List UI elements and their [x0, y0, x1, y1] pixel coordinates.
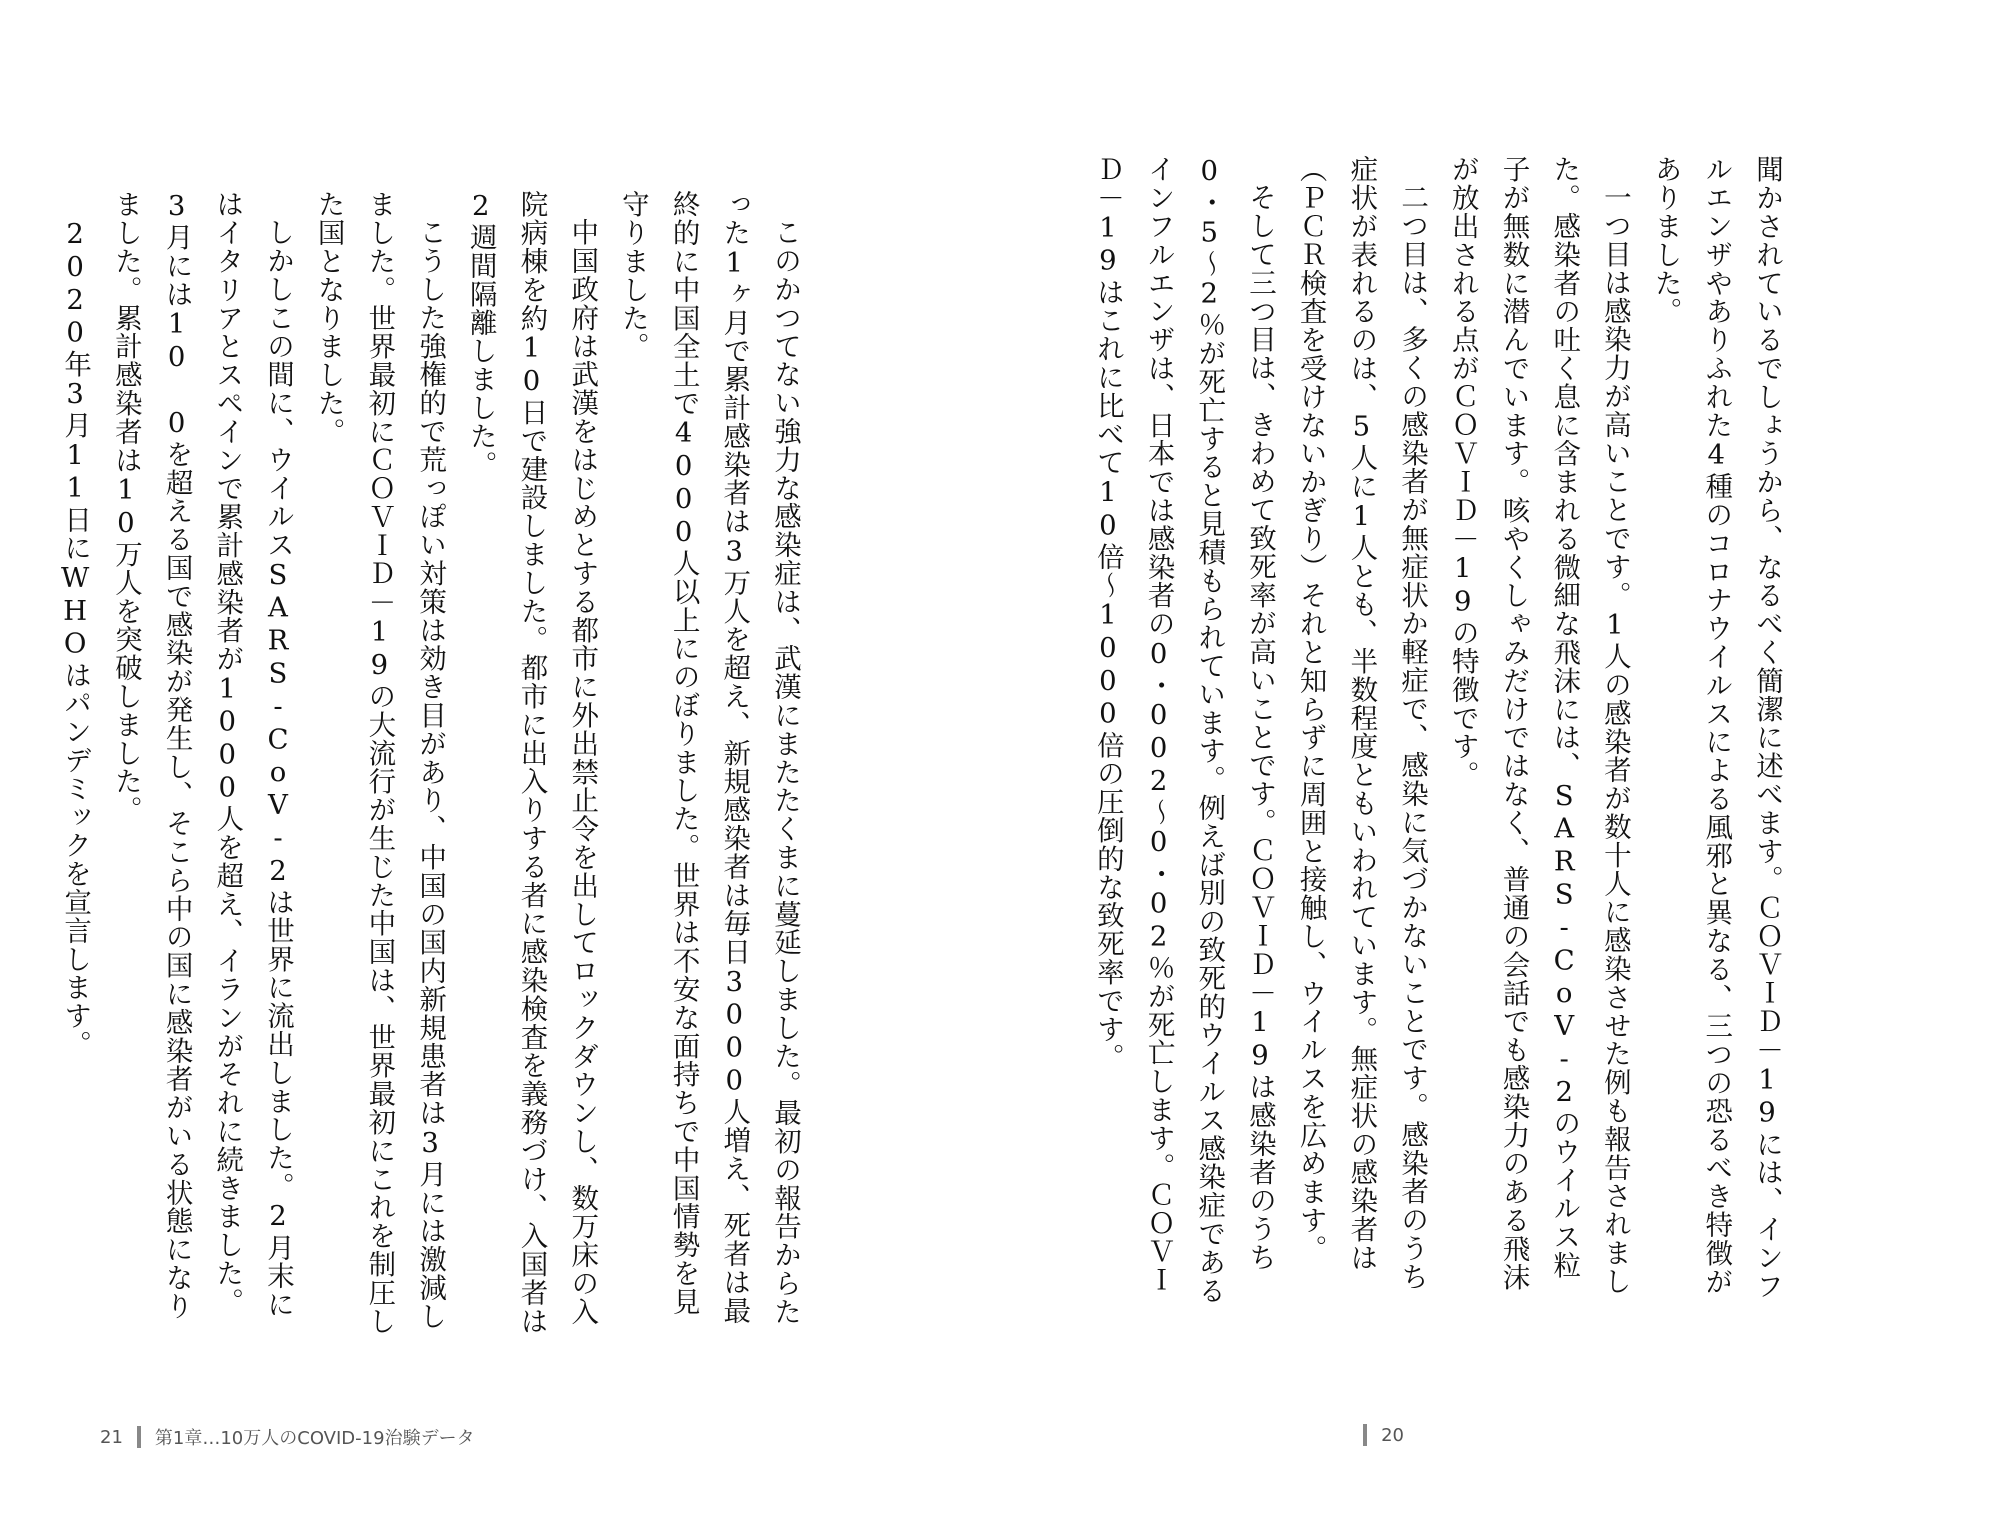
paragraph: しかしこの間に、ウイルスSARS-CoV-2は世界に流出しました。2月末にはイタリアとスペインで累計感染者が1000人を超え、イランがそれに続きました。3月には10 0を超える国で感染が発生し、そこら中の国に感染者がいる状態になりました。累計感染者は10万人を突破しました。	[109, 190, 294, 1321]
left-page-footer	[100, 1424, 475, 1450]
paragraph: 一つ目は感染力が高いことです。1人の感染者が数十人に感染させた例も報告されました。感染者の吐く息に含まれる微細な飛沫には、SARS-CoV-2のウイルス粒子が無数に潜んでいます。咳やくしゃみだけではなく、普通の会話でも感染力のある飛沫が放出される点がＣＯＶＩＤ－19の特徴です。	[1446, 155, 1631, 1295]
paragraph: そして三つ目は、きわめて致死率が高いことです。ＣＯＶＩＤ－19は感染者のうち0・5～2％が死亡すると見積もられています。例えば別の致死的ウイルス感染症であるインフルエンザは、日本では感染者の0・002～0・02％が死亡します。ＣＯＶＩＤ－19はこれに比べて10倍～1000倍の圧倒的な致死率です。	[1091, 155, 1276, 1305]
left-page-body	[49, 190, 810, 1340]
right-page	[1000, 0, 2000, 1534]
running-head: 第1章…10万人のCOVID-19治験データ	[154, 1428, 475, 1449]
paragraph: 2020年3月11日にWHOはパンデミックを宣言します。	[59, 217, 92, 1058]
page-number: 20	[1381, 1424, 1404, 1446]
paragraph: 聞かされているでしょうから、なるべく簡潔に述べます。ＣＯＶＩＤ－19には、インフルエンザやありふれた4種のコロナウイルスによる風邪と異なる、三つの恐るべき特徴がありました。	[1649, 155, 1783, 1300]
paragraph: 中国政府は武漢をはじめとする都市に外出禁止令を出してロックダウンし、数万床の入院病棟を約10日で建設しました。都市に出入りする者に感染検査を義務づけ、入国者は2週間隔離しました。	[464, 190, 599, 1335]
paragraph: こうした強権的で荒っぽい対策は効き目があり、中国の国内新規患者は3月には激減しました。世界最初にＣＯＶＩＤ－19の大流行が生じた中国は、世界最初にこれを制圧した国となりました。	[312, 190, 447, 1335]
paragraph: 二つ目は、多くの感染者が無症状か軽症で、感染に気づかないことです。感染者のうち症状が表れるのは、5人に1人とも、半数程度ともいわれています。無症状の感染者は（ＰＣＲ検査を受けないかぎり）それと知らずに周囲と接触し、ウイルスを広めます。	[1294, 155, 1429, 1291]
footer-divider	[1363, 1424, 1367, 1446]
right-page-body	[1082, 155, 1792, 1305]
page-number: 21	[100, 1426, 123, 1448]
right-page-footer	[1363, 1424, 1404, 1446]
paragraph: このかつてない強力な感染症は、武漢にまたたくまに蔓延しました。最初の報告からたった1ヶ月で累計感染者は3万人を超え、新規感染者は毎日3000人増え、死者は最終的に中国全土で4000人以上にのぼりました。世界は不安な面持ちで中国情勢を見守りました。	[616, 190, 801, 1326]
footer-divider	[137, 1426, 141, 1448]
